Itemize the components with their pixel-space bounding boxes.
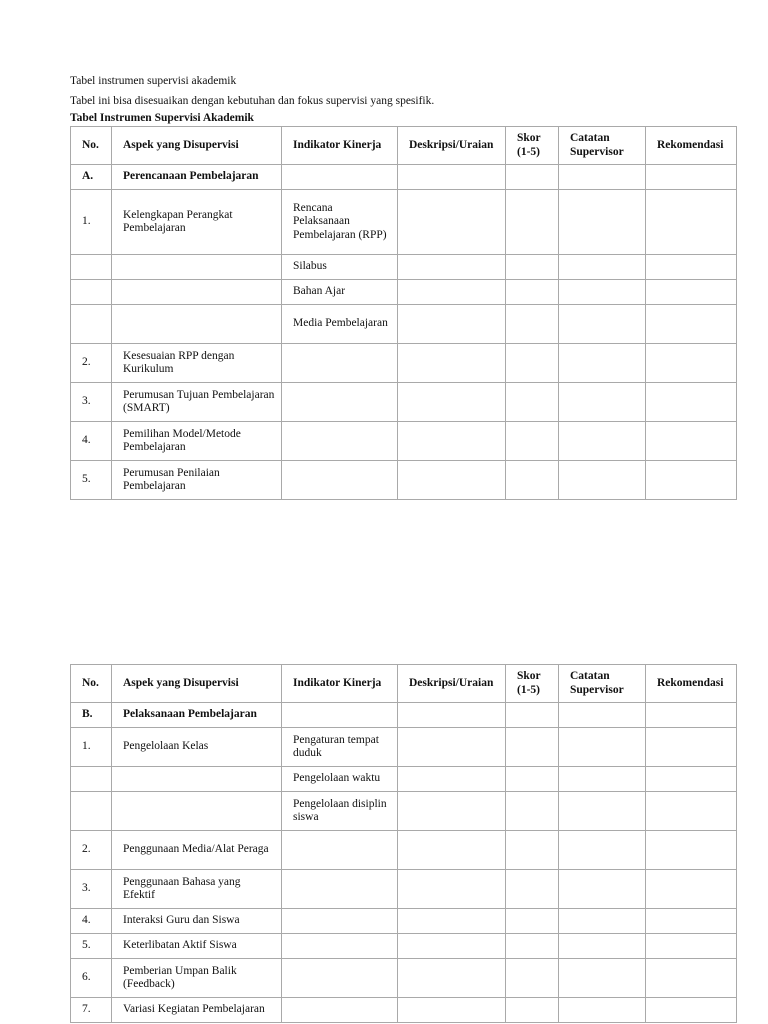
cell-skor [506, 934, 559, 959]
row-no: 2. [71, 344, 112, 383]
cell-catatan [559, 344, 646, 383]
cell-skor [506, 728, 559, 767]
row-no [71, 792, 112, 831]
row-no: 5. [71, 461, 112, 500]
row-aspek: Kesesuaian RPP dengan Kurikulum [112, 344, 282, 383]
cell-rekomendasi [646, 909, 737, 934]
cell-catatan [559, 383, 646, 422]
header-rekomendasi: Rekomendasi [646, 665, 737, 703]
header-row [71, 665, 737, 703]
table-title: Tabel Instrumen Supervisi Akademik [70, 112, 254, 124]
cell-catatan [559, 767, 646, 792]
table-row [71, 767, 737, 792]
cell-catatan [559, 190, 646, 255]
cell-skor [506, 959, 559, 998]
header-row [71, 127, 737, 165]
cell-catatan [559, 998, 646, 1023]
header-deskripsi: Deskripsi/Uraian [398, 127, 506, 165]
table-row [71, 831, 737, 870]
row-indikator: Pengelolaan waktu [282, 767, 398, 792]
cell-deskripsi [398, 280, 506, 305]
cell-empty [398, 165, 506, 190]
row-indikator [282, 959, 398, 998]
cell-rekomendasi [646, 934, 737, 959]
row-aspek: Keterlibatan Aktif Siswa [112, 934, 282, 959]
cell-deskripsi [398, 383, 506, 422]
cell-deskripsi [398, 255, 506, 280]
row-indikator: Pengelolaan disiplin siswa [282, 792, 398, 831]
cell-rekomendasi [646, 280, 737, 305]
row-no [71, 280, 112, 305]
row-indikator [282, 870, 398, 909]
section-no: B. [71, 703, 112, 728]
header-no: No. [71, 665, 112, 703]
cell-catatan [559, 792, 646, 831]
header-aspek: Aspek yang Disupervisi [112, 665, 282, 703]
cell-catatan [559, 934, 646, 959]
header-catatan: Catatan Supervisor [559, 127, 646, 165]
table-row [71, 792, 737, 831]
row-no: 1. [71, 728, 112, 767]
row-indikator: Media Pembelajaran [282, 305, 398, 344]
table-row [71, 190, 737, 255]
cell-deskripsi [398, 461, 506, 500]
header-indikator: Indikator Kinerja [282, 665, 398, 703]
row-no: 2. [71, 831, 112, 870]
row-indikator [282, 422, 398, 461]
cell-rekomendasi [646, 461, 737, 500]
cell-deskripsi [398, 305, 506, 344]
cell-catatan [559, 959, 646, 998]
row-indikator: Pengaturan tempat duduk [282, 728, 398, 767]
cell-catatan [559, 728, 646, 767]
cell-skor [506, 909, 559, 934]
row-no: 4. [71, 909, 112, 934]
cell-empty [398, 703, 506, 728]
row-no [71, 305, 112, 344]
cell-skor [506, 190, 559, 255]
cell-rekomendasi [646, 255, 737, 280]
row-indikator [282, 998, 398, 1023]
cell-catatan [559, 909, 646, 934]
cell-rekomendasi [646, 190, 737, 255]
cell-deskripsi [398, 728, 506, 767]
cell-catatan [559, 422, 646, 461]
cell-rekomendasi [646, 767, 737, 792]
cell-catatan [559, 461, 646, 500]
section-row [71, 703, 737, 728]
cell-rekomendasi [646, 870, 737, 909]
row-indikator [282, 831, 398, 870]
cell-empty [646, 165, 737, 190]
row-indikator [282, 344, 398, 383]
cell-empty [506, 703, 559, 728]
cell-deskripsi [398, 998, 506, 1023]
cell-rekomendasi [646, 344, 737, 383]
row-aspek: Penggunaan Bahasa yang Efektif [112, 870, 282, 909]
cell-catatan [559, 280, 646, 305]
row-no: 6. [71, 959, 112, 998]
cell-rekomendasi [646, 792, 737, 831]
row-no [71, 767, 112, 792]
row-aspek [112, 280, 282, 305]
cell-skor [506, 461, 559, 500]
cell-deskripsi [398, 792, 506, 831]
table-row [71, 344, 737, 383]
cell-rekomendasi [646, 305, 737, 344]
table-row [71, 728, 737, 767]
row-aspek [112, 767, 282, 792]
table-row [71, 870, 737, 909]
header-aspek: Aspek yang Disupervisi [112, 127, 282, 165]
section-title: Pelaksanaan Pembelajaran [112, 703, 282, 728]
header-catatan: Catatan Supervisor [559, 665, 646, 703]
intro-line-2: Tabel ini bisa disesuaikan dengan kebutuhan dan fokus supervisi yang spesifik. [70, 95, 435, 107]
cell-skor [506, 422, 559, 461]
row-aspek: Perumusan Tujuan Pembelajaran (SMART) [112, 383, 282, 422]
table-row [71, 255, 737, 280]
table-row [71, 934, 737, 959]
row-aspek: Kelengkapan Perangkat Pembelajaran [112, 190, 282, 255]
cell-catatan [559, 870, 646, 909]
row-aspek: Penggunaan Media/Alat Peraga [112, 831, 282, 870]
row-indikator [282, 909, 398, 934]
row-indikator: Bahan Ajar [282, 280, 398, 305]
header-skor: Skor (1-5) [506, 127, 559, 165]
cell-empty [559, 703, 646, 728]
cell-rekomendasi [646, 831, 737, 870]
cell-skor [506, 383, 559, 422]
cell-catatan [559, 255, 646, 280]
row-indikator: Silabus [282, 255, 398, 280]
row-indikator [282, 934, 398, 959]
row-aspek: Pemberian Umpan Balik (Feedback) [112, 959, 282, 998]
cell-empty [646, 703, 737, 728]
cell-deskripsi [398, 909, 506, 934]
header-indikator: Indikator Kinerja [282, 127, 398, 165]
cell-skor [506, 792, 559, 831]
header-skor: Skor (1-5) [506, 665, 559, 703]
cell-rekomendasi [646, 998, 737, 1023]
cell-deskripsi [398, 422, 506, 461]
cell-empty [506, 165, 559, 190]
section-no: A. [71, 165, 112, 190]
table-row [71, 305, 737, 344]
cell-skor [506, 870, 559, 909]
row-no: 3. [71, 383, 112, 422]
cell-empty [282, 703, 398, 728]
row-aspek [112, 792, 282, 831]
cell-deskripsi [398, 344, 506, 383]
table-row [71, 959, 737, 998]
row-aspek: Variasi Kegiatan Pembelajaran [112, 998, 282, 1023]
header-rekomendasi: Rekomendasi [646, 127, 737, 165]
section-title: Perencanaan Pembelajaran [112, 165, 282, 190]
cell-skor [506, 831, 559, 870]
cell-rekomendasi [646, 728, 737, 767]
row-indikator [282, 383, 398, 422]
row-aspek [112, 305, 282, 344]
cell-skor [506, 767, 559, 792]
row-aspek: Pengelolaan Kelas [112, 728, 282, 767]
row-aspek: Interaksi Guru dan Siswa [112, 909, 282, 934]
supervision-table-a [70, 126, 737, 500]
table-row [71, 461, 737, 500]
cell-catatan [559, 305, 646, 344]
row-no: 1. [71, 190, 112, 255]
cell-empty [282, 165, 398, 190]
header-deskripsi: Deskripsi/Uraian [398, 665, 506, 703]
row-no: 5. [71, 934, 112, 959]
cell-deskripsi [398, 831, 506, 870]
cell-skor [506, 255, 559, 280]
row-no [71, 255, 112, 280]
row-indikator [282, 461, 398, 500]
cell-empty [559, 165, 646, 190]
row-aspek: Perumusan Penilaian Pembelajaran [112, 461, 282, 500]
cell-rekomendasi [646, 959, 737, 998]
header-no: No. [71, 127, 112, 165]
cell-deskripsi [398, 190, 506, 255]
cell-deskripsi [398, 870, 506, 909]
cell-skor [506, 280, 559, 305]
cell-deskripsi [398, 767, 506, 792]
table-row [71, 998, 737, 1023]
cell-skor [506, 998, 559, 1023]
cell-skor [506, 305, 559, 344]
table-row [71, 280, 737, 305]
cell-skor [506, 344, 559, 383]
section-row [71, 165, 737, 190]
row-aspek [112, 255, 282, 280]
supervision-table-b [70, 664, 737, 1023]
cell-rekomendasi [646, 422, 737, 461]
table-row [71, 909, 737, 934]
cell-deskripsi [398, 959, 506, 998]
cell-deskripsi [398, 934, 506, 959]
row-no: 3. [71, 870, 112, 909]
cell-catatan [559, 831, 646, 870]
intro-line-1: Tabel instrumen supervisi akademik [70, 75, 237, 87]
row-no: 7. [71, 998, 112, 1023]
row-aspek: Pemilihan Model/Metode Pembelajaran [112, 422, 282, 461]
table-row [71, 383, 737, 422]
row-indikator: Rencana Pelaksanaan Pembelajaran (RPP) [282, 190, 398, 255]
row-no: 4. [71, 422, 112, 461]
cell-rekomendasi [646, 383, 737, 422]
table-row [71, 422, 737, 461]
